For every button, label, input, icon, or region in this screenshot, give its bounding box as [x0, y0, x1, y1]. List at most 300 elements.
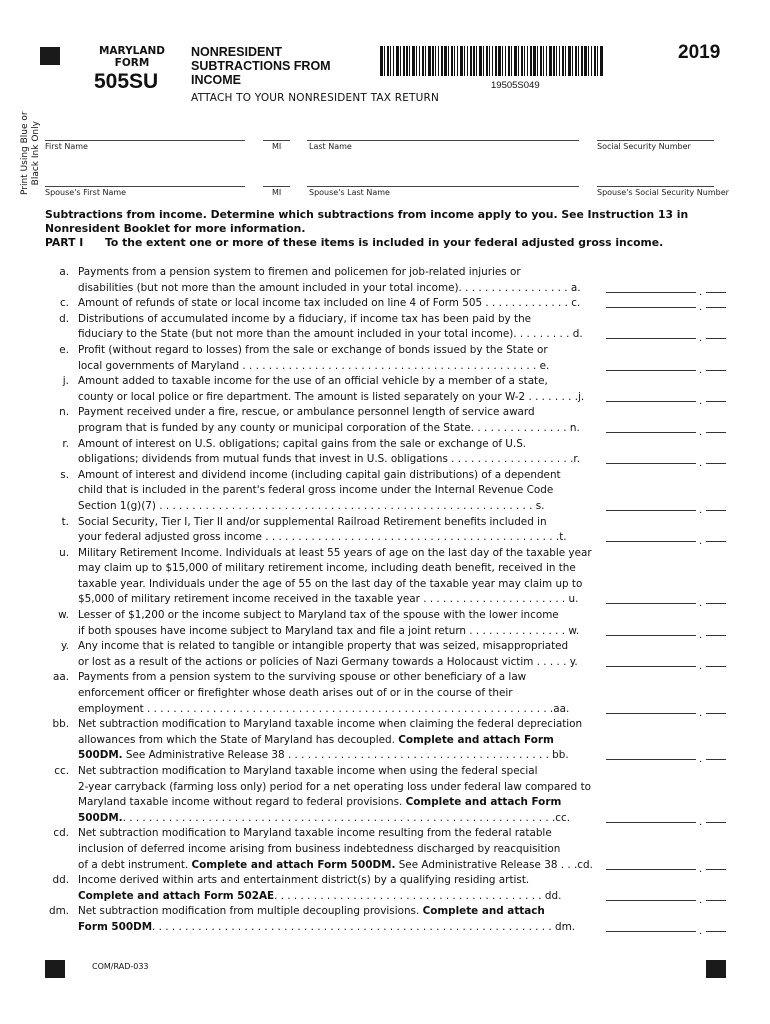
barcode-bar: [565, 46, 566, 76]
line-main-text: your federal adjusted gross income . . . . . . . . . . . . . . . . . . . . . . . . . . . . . . . . . . . . . . . . . . . . .t.: [78, 531, 567, 544]
line-text: [78, 764, 538, 780]
form-line: [40, 281, 740, 297]
line-bold-text: Complete and attach Form: [398, 733, 554, 746]
form-line: [40, 499, 740, 515]
line-letter: cc.: [54, 765, 69, 777]
line-text: [78, 437, 526, 453]
line-main-text: Payments from a pension system to the surviving spouse or other beneficiary of a law: [78, 671, 527, 684]
line-text: [78, 624, 579, 640]
line-main-text: fiduciary to the State (but not more than the amount included in your total income). . . . . . . . . d.: [78, 328, 583, 341]
ssn-field[interactable]: [597, 140, 714, 141]
form-line: [40, 312, 740, 328]
form-line: [40, 592, 740, 608]
amount-cents-field[interactable]: [706, 510, 726, 511]
decimal-point: .: [699, 504, 703, 516]
barcode-bar: [419, 46, 420, 76]
barcode-bar: [568, 46, 571, 76]
line-text: [78, 468, 561, 484]
line-letter: w.: [58, 609, 69, 622]
form-line: [40, 858, 740, 874]
form-text: FORM: [114, 57, 150, 69]
line-main-text: may claim up to $15,000 of military retirement income, including death benefit, received in the: [78, 562, 576, 575]
form-line: [40, 437, 740, 453]
amount-dollars-field[interactable]: [606, 666, 696, 667]
form-title: [191, 45, 331, 87]
barcode-bar: [387, 46, 389, 76]
amount-cents-field[interactable]: [706, 869, 726, 870]
line-letter: e.: [59, 343, 69, 356]
form-line: [40, 374, 740, 390]
spouse-mi-label: MI: [272, 188, 282, 197]
line-text: [78, 483, 553, 499]
barcode-bar: [581, 46, 583, 76]
amount-cents-field[interactable]: [706, 307, 726, 308]
amount-cents-field[interactable]: [706, 759, 726, 760]
maryland-label: [90, 45, 174, 69]
part-heading: [45, 236, 745, 250]
line-main-text: taxable year. Individuals under the age of 55 on the last day of the taxable year may claim up to: [78, 577, 583, 590]
form-line: [40, 702, 740, 718]
line-main-text: 2-year carryback (farming loss only) period for a net operating loss under federal law compared to: [78, 780, 592, 793]
barcode-bar: [498, 46, 501, 76]
barcode-bar: [444, 46, 447, 76]
line-main-text: Amount of interest on U.S. obligations; capital gains from the sale or exchange of U.S.: [78, 437, 527, 450]
amount-dollars-field[interactable]: [606, 307, 696, 308]
form-line: [40, 405, 740, 421]
amount-dollars-field[interactable]: [606, 822, 696, 823]
line-text: [78, 499, 545, 515]
form-line: [40, 655, 740, 671]
line-text: [78, 561, 576, 577]
line-main-text: Social Security, Tier I, Tier II and/or supplemental Railroad Retirement benefits included in: [78, 515, 547, 528]
line-main-text: Net subtraction modification to Maryland taxable income when using the federal special: [78, 765, 538, 777]
line-text: [78, 421, 580, 437]
amount-dollars-field[interactable]: [606, 432, 696, 433]
title-line-1: NONRESIDENT: [191, 45, 282, 59]
form-line: [40, 327, 740, 343]
line-bold-lead: 500DM.: [78, 749, 123, 762]
amount-cents-field[interactable]: [706, 541, 726, 542]
amount-dollars-field[interactable]: [606, 900, 696, 901]
line-letter: u.: [59, 546, 69, 559]
line-main-text: See Administrative Release 38 . . . . . . . . . . . . . . . . . . . . . . . . . . . . . . . . . . . . . . . . bb.: [122, 749, 569, 762]
form-line: [40, 842, 740, 858]
line-letter: c.: [59, 297, 69, 310]
line-text: [78, 889, 561, 905]
line-main-text: Net subtraction modification to Maryland taxable income when claiming the federal depreciation: [78, 718, 583, 731]
amount-cents-field[interactable]: [706, 432, 726, 433]
ink-note: [20, 111, 42, 195]
form-line: [40, 795, 740, 811]
line-main-text: program that is funded by any county or municipal corporation of the State. . . . . . . . . . . . . . . n.: [78, 421, 580, 434]
line-bold-text: Complete and attach Form 500DM.: [191, 858, 396, 871]
line-text: [78, 608, 559, 624]
line-main-text: obligations; dividends from mutual funds that invest in U.S. obligations . . . . . . . . . . . . . . . . . . .r.: [78, 453, 580, 466]
form-line: [40, 826, 740, 842]
line-text: [78, 374, 548, 390]
first-name-field[interactable]: [45, 140, 245, 141]
form-line: [40, 515, 740, 531]
line-main-text: inclusion of deferred income arising from business indebtedness discharged by reacquisition: [78, 842, 561, 855]
decimal-point: .: [699, 333, 703, 345]
decimal-point: .: [699, 816, 703, 828]
form-line: [40, 686, 740, 702]
barcode-bar: [416, 46, 417, 76]
form-line: [40, 546, 740, 562]
line-text: [78, 670, 526, 686]
line-main-text: child that is included in the parent's federal gross income under the Internal Revenue Code: [78, 484, 554, 497]
amount-cents-field[interactable]: [706, 370, 726, 371]
barcode-bar: [492, 46, 493, 76]
form-line: [40, 717, 740, 733]
line-bold-lead: 500DM.: [78, 811, 123, 824]
decimal-point: .: [699, 863, 703, 875]
amount-cents-field[interactable]: [706, 822, 726, 823]
decimal-point: .: [699, 536, 703, 548]
line-main-text: Maryland taxable income without regard to federal provisions.: [78, 796, 406, 809]
form-line: [40, 811, 740, 827]
barcode-bar: [505, 46, 506, 76]
line-bold-lead: Form 500DM: [78, 920, 153, 933]
form-line: [40, 483, 740, 499]
spouse-ssn-field[interactable]: [597, 186, 714, 187]
line-main-text: allowances from which the State of Maryland has decoupled.: [78, 733, 399, 746]
line-letter: r.: [62, 437, 69, 450]
line-main-text: enforcement officer or firefighter whose death arises out of or in the course of their: [78, 687, 513, 700]
line-text: [78, 842, 560, 858]
form-line: [40, 764, 740, 780]
line-text: [78, 639, 568, 655]
barcode-bar: [518, 46, 519, 76]
line-tail-text: See Administrative Release 38 . . .cd.: [395, 858, 593, 871]
form-line: [40, 577, 740, 593]
first-name-label: First Name: [45, 142, 88, 151]
barcode-bar: [508, 46, 510, 76]
line-main-text: Any income that is related to tangible or intangible property that was seized, misappropriated: [78, 640, 569, 653]
spouse-mi-field[interactable]: [263, 186, 290, 187]
barcode-bar: [556, 46, 557, 76]
decimal-point: .: [699, 395, 703, 407]
barcode-bar: [393, 46, 394, 76]
line-letter: y.: [61, 640, 69, 653]
barcode-bar: [479, 46, 482, 76]
line-text: [78, 873, 529, 889]
form-line: [40, 390, 740, 406]
amount-dollars-field[interactable]: [606, 931, 696, 932]
barcode-bar: [425, 46, 426, 76]
barcode-bar: [396, 46, 399, 76]
barcode-bar: [533, 46, 536, 76]
barcode-bar: [600, 46, 603, 76]
instructions-line-1: Subtractions from income. Determine which subtractions from income apply to you. See Instruction 13 in: [45, 208, 689, 221]
amount-cents-field[interactable]: [706, 338, 726, 339]
amount-dollars-field[interactable]: [606, 541, 696, 542]
barcode-bar: [588, 46, 589, 76]
decimal-point: .: [699, 894, 703, 906]
barcode-bar: [594, 46, 596, 76]
barcode-bar: [584, 46, 587, 76]
line-main-text: Profit (without regard to losses) from the sale or exchange of bonds issued by the State or: [78, 343, 548, 356]
barcode-bar: [597, 46, 598, 76]
amount-dollars-field[interactable]: [606, 635, 696, 636]
line-text: [78, 826, 552, 842]
barcode-bar: [572, 46, 573, 76]
amount-dollars-field[interactable]: [606, 463, 696, 464]
line-main-text: disabilities (but not more than the amount included in your total income). . . . . . . . . . . . . . . . . a.: [78, 281, 581, 294]
spouse-ssn-label: Spouse's Social Security Number: [597, 188, 729, 197]
decimal-point: .: [699, 302, 703, 314]
ink-note-line-1: Print Using Blue or: [20, 111, 30, 195]
spouse-last-name-field[interactable]: [307, 186, 579, 187]
line-main-text: Section 1(g)(7) . . . . . . . . . . . . . . . . . . . . . . . . . . . . . . . . . . . . . . . . . . . . . . . . . . . . . . . . . s.: [78, 499, 545, 512]
registration-mark-bottom-left: [45, 960, 65, 978]
barcode-bar: [540, 46, 542, 76]
barcode-bar: [537, 46, 538, 76]
amount-cents-field[interactable]: [706, 463, 726, 464]
barcode-bar: [438, 46, 439, 76]
form-line: [40, 530, 740, 546]
barcode-bar: [476, 46, 477, 76]
barcode-bar: [428, 46, 431, 76]
amount-cents-field[interactable]: [706, 666, 726, 667]
decimal-point: .: [699, 426, 703, 438]
amount-dollars-field[interactable]: [606, 510, 696, 511]
line-letter: s.: [60, 468, 69, 481]
form-line: [40, 561, 740, 577]
line-bold-text: Complete and attach Form: [405, 796, 562, 809]
title-line-3: INCOME: [191, 73, 241, 87]
decimal-point: .: [699, 707, 703, 719]
line-text: [78, 312, 531, 328]
barcode-bar: [562, 46, 564, 76]
amount-cents-field[interactable]: [706, 635, 726, 636]
title-line-2: SUBTRACTIONS FROM: [191, 59, 331, 73]
spouse-last-name-label: Spouse's Last Name: [309, 188, 390, 197]
line-main-text: Amount of refunds of state or local income tax included on line 4 of Form 505 . . . . . . . . . . . . . c.: [78, 297, 581, 310]
last-name-field[interactable]: [307, 140, 579, 141]
amount-dollars-field[interactable]: [606, 713, 696, 714]
line-text: [78, 452, 580, 468]
barcode-bar: [546, 46, 547, 76]
barcode-bar: [495, 46, 497, 76]
amount-dollars-field[interactable]: [606, 603, 696, 604]
amount-cents-field[interactable]: [706, 713, 726, 714]
decimal-point: .: [699, 660, 703, 672]
line-text: [78, 515, 547, 531]
line-text: [78, 546, 592, 562]
line-text: [78, 795, 561, 811]
registration-mark-bottom-right: [706, 960, 726, 978]
decimal-point: .: [699, 286, 703, 298]
line-text: [78, 733, 554, 749]
registration-mark-top-left: [40, 47, 60, 65]
line-text: [78, 686, 513, 702]
line-main-text: Income derived within arts and entertainment district(s) by a qualifying residing artist.: [78, 874, 530, 887]
amount-cents-field[interactable]: [706, 292, 726, 293]
barcode-bar: [457, 46, 458, 76]
line-letter: bb.: [52, 718, 69, 731]
barcode-bar: [470, 46, 472, 76]
form-line: [40, 639, 740, 655]
barcode-bar: [448, 46, 449, 76]
line-main-text: employment . . . . . . . . . . . . . . . . . . . . . . . . . . . . . . . . . . . . . . . . . . . . . . . . . . . . . . . . . . . . . .aa.: [78, 702, 570, 715]
decimal-point: .: [699, 925, 703, 937]
part-label: PART I: [45, 236, 84, 249]
maryland-text: MARYLAND: [98, 45, 165, 57]
line-main-text: . . . . . . . . . . . . . . . . . . . . . . . . . . . . . . . . . . . . . . . . . dd.: [274, 889, 562, 902]
amount-cents-field[interactable]: [706, 401, 726, 402]
line-main-text: if both spouses have income subject to Maryland tax and file a joint return . . . . . . . . . . . . . . . w.: [78, 624, 580, 637]
instructions-line-2: Nonresident Booklet for more information.: [45, 222, 306, 235]
line-main-text: Net subtraction modification to Maryland taxable income resulting from the federal ratable: [78, 827, 552, 840]
line-bold-text: Complete and attach: [422, 905, 545, 918]
line-main-text: . . . . . . . . . . . . . . . . . . . . . . . . . . . . . . . . . . . . . . . . . . . . . . . . . . . . . . . . . . . . . dm.: [152, 920, 576, 933]
line-text: [78, 359, 549, 375]
form-line: [40, 920, 740, 936]
line-main-text: of a debt instrument.: [78, 858, 192, 871]
amount-cents-field[interactable]: [706, 931, 726, 932]
form-number: 505SU: [94, 70, 159, 93]
amount-cents-field[interactable]: [706, 900, 726, 901]
barcode-bar: [467, 46, 468, 76]
line-bold-lead: Complete and attach Form 502AE: [78, 889, 275, 902]
tax-year: 2019: [678, 42, 721, 63]
barcode-bar: [454, 46, 455, 76]
line-text: [78, 265, 521, 281]
line-letter: a.: [59, 266, 69, 278]
line-text: [78, 780, 591, 796]
barcode-bar: [464, 46, 465, 76]
form-line: [40, 780, 740, 796]
form-line: [40, 343, 740, 359]
amount-cents-field[interactable]: [706, 603, 726, 604]
form-line: [40, 624, 740, 640]
line-text: [78, 327, 583, 343]
form-line: [40, 873, 740, 889]
line-letter: j.: [62, 375, 69, 388]
barcode-bar: [473, 46, 475, 76]
barcode-bar: [483, 46, 484, 76]
barcode-bar: [412, 46, 415, 76]
form-line: [40, 748, 740, 764]
form-line: [40, 452, 740, 468]
barcode-bar: [441, 46, 443, 76]
line-letter: aa.: [52, 671, 69, 684]
decimal-point: .: [699, 754, 703, 766]
line-letter: t.: [61, 515, 69, 528]
line-main-text: Military Retirement Income. Individuals at least 55 years of age on the last day of the taxable year: [78, 546, 592, 559]
line-main-text: Distributions of accumulated income by a fiduciary, if income tax has been paid by the: [78, 312, 532, 325]
decimal-point: .: [699, 364, 703, 376]
barcode-bar: [575, 46, 577, 76]
attach-instruction: ATTACH TO YOUR NONRESIDENT TAX RETURN: [191, 92, 440, 104]
part-text: To the extent one or more of these items is included in your federal adjusted gross income.: [105, 236, 664, 249]
form-code: COM/RAD-033: [92, 962, 149, 971]
line-letter: dd.: [52, 874, 69, 887]
amount-dollars-field[interactable]: [606, 401, 696, 402]
barcode-bar: [591, 46, 592, 76]
barcode-bar: [553, 46, 555, 76]
barcode-bar: [422, 46, 424, 76]
barcode-bar: [511, 46, 512, 76]
line-letter: n.: [59, 406, 69, 419]
amount-dollars-field[interactable]: [606, 759, 696, 760]
line-text: [78, 296, 580, 312]
line-text: [78, 530, 567, 546]
form-line: [40, 608, 740, 624]
amount-dollars-field[interactable]: [606, 338, 696, 339]
barcode-bar: [406, 46, 408, 76]
amount-dollars-field[interactable]: [606, 370, 696, 371]
barcode-bar: [524, 46, 525, 76]
line-text: [78, 390, 584, 406]
line-main-text: county or local police or fire department. The amount is listed separately on your W-2 . . . . . . . .j.: [78, 390, 585, 403]
barcode-bar: [384, 46, 385, 76]
spouse-first-name-field[interactable]: [45, 186, 245, 187]
barcode-bar: [380, 46, 383, 76]
barcode: [380, 46, 655, 76]
barcode-bar: [400, 46, 401, 76]
barcode-bar: [502, 46, 503, 76]
form-line: [40, 670, 740, 686]
barcode-bar: [460, 46, 463, 76]
barcode-bar: [390, 46, 391, 76]
line-text: [78, 281, 581, 297]
line-main-text: or lost as a result of the actions or policies of Nazi Germany towards a Holocaust victim . . . . . y.: [78, 655, 578, 668]
barcode-bar: [578, 46, 579, 76]
line-text: [78, 858, 593, 874]
mi-label: MI: [272, 142, 282, 151]
line-text: [78, 405, 535, 421]
line-main-text: . . . . . . . . . . . . . . . . . . . . . . . . . . . . . . . . . . . . . . . . . . . . . . . . . . . . . . . . . . . . . . . . . .cc.: [122, 811, 571, 824]
line-main-text: Net subtraction modification from multiple decoupling provisions.: [78, 905, 423, 918]
form-line: [40, 265, 740, 281]
line-text: [78, 717, 582, 733]
line-main-text: Payments from a pension system to firemen and policemen for job-related injuries or: [78, 266, 521, 278]
line-main-text: Payment received under a fire, rescue, or ambulance personnel length of service award: [78, 406, 535, 419]
line-text: [78, 655, 578, 671]
ssn-label: Social Security Number: [597, 142, 691, 151]
line-main-text: local governments of Maryland . . . . . . . . . . . . . . . . . . . . . . . . . . . . . . . . . . . . . . . . . . . . . e.: [78, 359, 550, 372]
amount-dollars-field[interactable]: [606, 292, 696, 293]
decimal-point: .: [699, 598, 703, 610]
line-letter: dm.: [48, 905, 69, 918]
mi-field[interactable]: [263, 140, 290, 141]
line-text: [78, 904, 545, 920]
form-line: [40, 889, 740, 905]
spouse-first-name-label: Spouse's First Name: [45, 188, 127, 197]
amount-dollars-field[interactable]: [606, 869, 696, 870]
barcode-bar: [486, 46, 488, 76]
line-text: [78, 592, 578, 608]
barcode-bar: [530, 46, 532, 76]
line-text: [78, 920, 575, 936]
line-main-text: Amount added to taxable income for the use of an official vehicle by a member of a state,: [78, 375, 548, 388]
barcode-bar: [451, 46, 453, 76]
line-text: [78, 577, 582, 593]
decimal-point: .: [699, 629, 703, 641]
barcode-bar: [435, 46, 436, 76]
form-line: [40, 733, 740, 749]
barcode-bar: [514, 46, 517, 76]
line-main-text: $5,000 of military retirement income received in the taxable year . . . . . . . . . . . . . . . . . . . . . . u.: [78, 593, 579, 606]
barcode-bar: [403, 46, 405, 76]
barcode-number: 19505S049: [491, 80, 540, 91]
barcode-bar: [527, 46, 528, 76]
ink-note-line-2: Black Ink Only: [31, 121, 41, 186]
barcode-bar: [432, 46, 434, 76]
last-name-label: Last Name: [309, 142, 352, 151]
